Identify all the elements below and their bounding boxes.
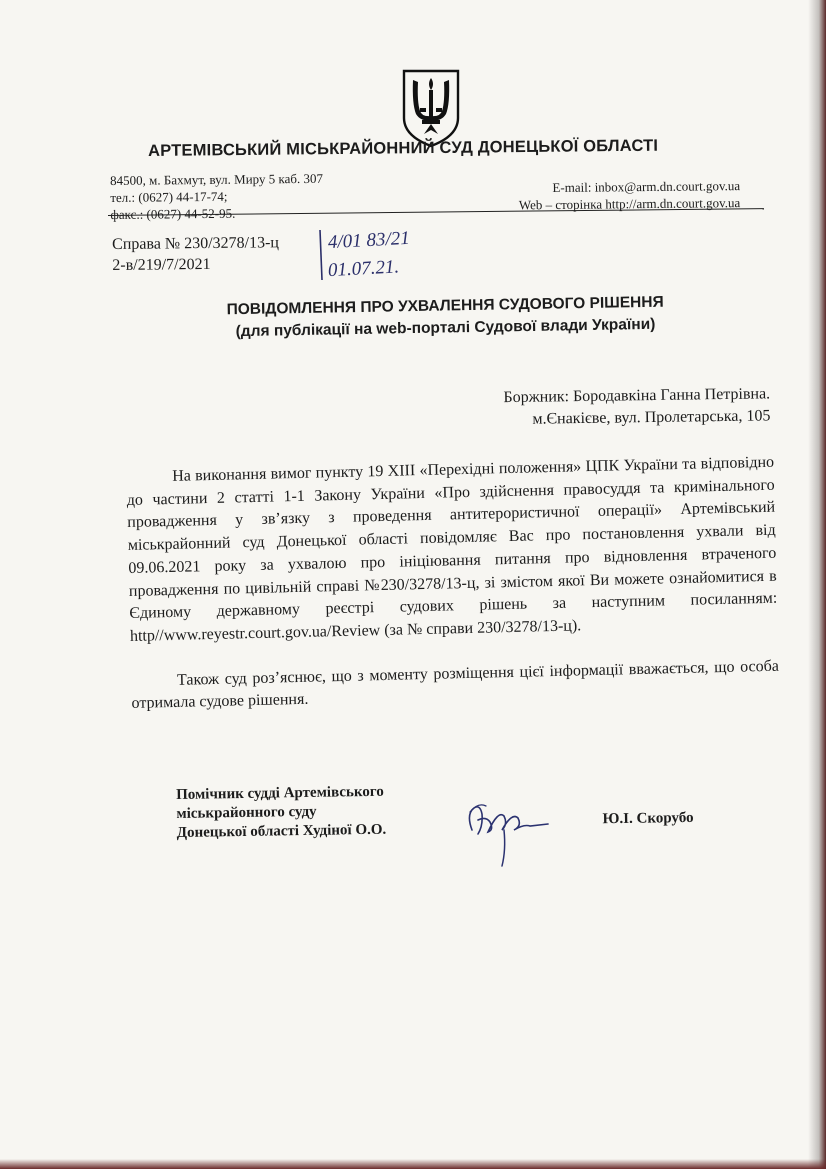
body-paragraph-1: На виконання вимог пункту 19 XIII «Перехідні положення» ЦПК України та відповідно до частини 2 статті 1-1 Закону України «Про здійснення правосуддя та кримінального провадження у зв’язку з проведення антитерористичної операції» Артемівський міськрайонний суд Донецької області повідомляє Вас про постановлення ухвали від 09.06.2021 року за ухвалою про ініціювання питання про відновлення втраченого провадження по цивільній справі №230/3278/13-ц, зі змістом якої Ви можете ознайомитися в Єдиному державному реєстрі судових рішень за наступним посиланням: http//www.reyestr.court.gov.ua/Review (за № справи 230/3278/13-ц). bbox=[126, 453, 778, 645]
debtor-address: м.Єнакієве, вул. Пролетарська, 105 bbox=[532, 407, 771, 428]
position-line-2: міськрайонного суду bbox=[176, 803, 317, 822]
page-edge-shadow bbox=[808, 0, 826, 1169]
handwritten-signature bbox=[464, 800, 554, 870]
handwritten-registration-mark bbox=[318, 222, 428, 284]
debtor-name: Боржник: Бородавкіна Ганна Петрівна. bbox=[503, 385, 771, 407]
court-email: E-mail: inbox@arm.dn.court.gov.ua bbox=[552, 178, 741, 196]
handwritten-date: 01.07.21. bbox=[327, 256, 400, 282]
page-bottom-edge bbox=[0, 1159, 826, 1169]
court-name: АРТЕМІВСЬКИЙ МІСЬКРАЙОННИЙ СУД ДОНЕЦЬКОЇ ОБЛАСТІ bbox=[148, 136, 659, 160]
signature-block bbox=[176, 777, 737, 843]
trident-coat-of-arms-icon bbox=[400, 68, 462, 148]
notice-body bbox=[126, 452, 780, 716]
registry-number: 2-в/219/7/2021 bbox=[112, 255, 211, 274]
case-number: Справа № 230/3278/13-ц bbox=[112, 234, 280, 253]
court-website: Web – сторінка http://arm.dn.court.gov.ua bbox=[518, 195, 741, 213]
position-line-3: Донецької області Худіної О.О. bbox=[176, 821, 387, 841]
court-fax: факс.: (0627) 44-52-95. bbox=[110, 205, 236, 222]
recipient-block bbox=[440, 383, 771, 432]
notice-heading bbox=[185, 291, 706, 344]
position-line-1: Помічник судді Артемівського bbox=[176, 783, 384, 803]
signer-name: Ю.І. Скорубо bbox=[602, 809, 694, 828]
body-paragraph-2: Також суд роз’яснює, що з моменту розміщення цієї інформації вважається, що особа отримала судове рішення. bbox=[131, 657, 780, 713]
case-reference bbox=[112, 232, 279, 276]
court-address: 84500, м. Бахмут, вул. Миру 5 каб. 307 bbox=[110, 170, 324, 188]
notice-title: ПОВІДОМЛЕННЯ ПРО УХВАЛЕННЯ СУДОВОГО РІШЕННЯ bbox=[226, 293, 664, 319]
handwritten-entry-number: 4/01 83/21 bbox=[327, 227, 411, 254]
notice-subtitle: (для публікації на web-порталі Судової влади України) bbox=[235, 315, 656, 341]
court-phone: тел.: (0627) 44-17-74; bbox=[110, 188, 228, 205]
